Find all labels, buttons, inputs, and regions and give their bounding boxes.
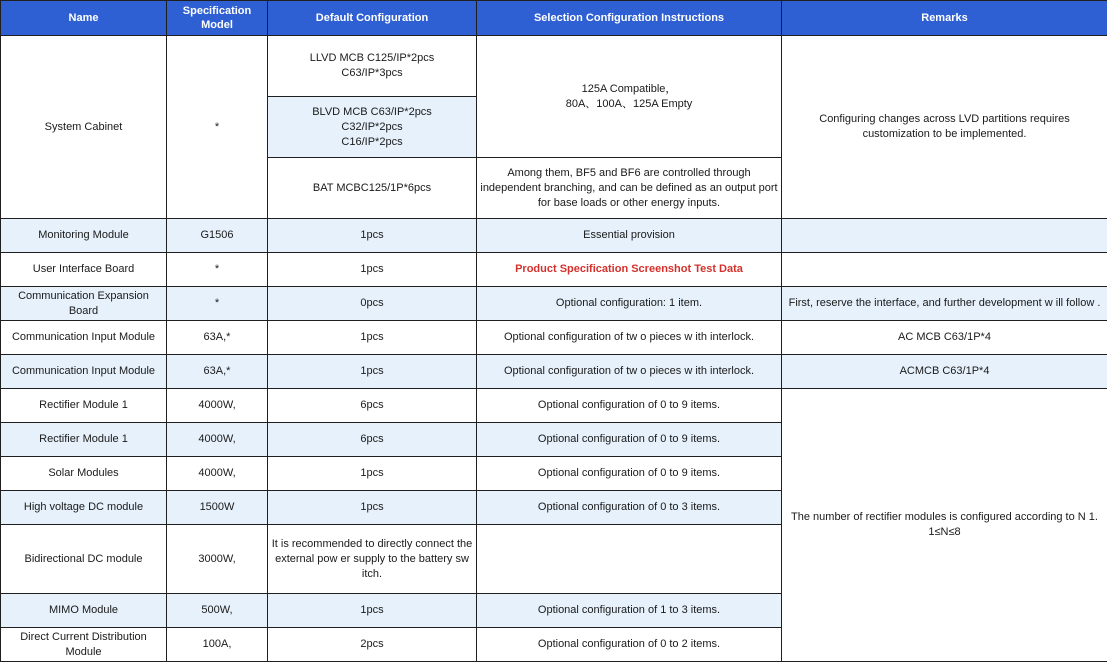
cell-instructions: Optional configuration of 0 to 9 items. bbox=[477, 423, 782, 457]
cell-remarks bbox=[782, 253, 1107, 287]
cell-instructions-highlight: Product Specification Screenshot Test Data bbox=[477, 253, 782, 287]
cell-spec: G1506 bbox=[167, 219, 268, 253]
table-row bbox=[1, 389, 1107, 423]
cell-name: Bidirectional DC module bbox=[1, 525, 167, 594]
cell-remarks-rectifier: The number of rectifier modules is configured according to N 1. 1≤N≤8 bbox=[782, 389, 1107, 662]
cell-default-llvd: LLVD MCB C125/IP*2pcs C63/IP*3pcs bbox=[268, 36, 477, 97]
cell-default: 1pcs bbox=[268, 457, 477, 491]
cell-default: 1pcs bbox=[268, 321, 477, 355]
cell-name: Rectifier Module 1 bbox=[1, 423, 167, 457]
cell-name: Rectifier Module 1 bbox=[1, 389, 167, 423]
cell-default: 6pcs bbox=[268, 423, 477, 457]
header-instructions: Selection Configuration Instructions bbox=[477, 1, 782, 36]
table-row bbox=[1, 36, 1107, 97]
cell-spec: 4000W, bbox=[167, 457, 268, 491]
cell-spec: 1500W bbox=[167, 491, 268, 525]
table-row bbox=[1, 219, 1107, 253]
cell-default: 1pcs bbox=[268, 355, 477, 389]
cell-spec: * bbox=[167, 253, 268, 287]
cell-spec: * bbox=[167, 287, 268, 321]
header-spec: Specification Model bbox=[167, 1, 268, 36]
cell-instructions: Optional configuration: 1 item. bbox=[477, 287, 782, 321]
cell-spec: 500W, bbox=[167, 594, 268, 628]
cell-instructions: Optional configuration of 0 to 9 items. bbox=[477, 457, 782, 491]
cell-remarks-lvd: Configuring changes across LVD partitions requires customization to be implemented. bbox=[782, 36, 1107, 219]
cell-spec: 63A,* bbox=[167, 355, 268, 389]
cell-name: Communication Input Module bbox=[1, 355, 167, 389]
table-row bbox=[1, 287, 1107, 321]
cell-spec: 3000W, bbox=[167, 525, 268, 594]
header-remarks: Remarks bbox=[782, 1, 1107, 36]
cell-instructions: Optional configuration of 1 to 3 items. bbox=[477, 594, 782, 628]
cell-spec: 100A, bbox=[167, 628, 268, 662]
header-name: Name bbox=[1, 1, 167, 36]
cell-default: 0pcs bbox=[268, 287, 477, 321]
cell-name: Monitoring Module bbox=[1, 219, 167, 253]
cell-name: Communication Expansion Board bbox=[1, 287, 167, 321]
cell-name: Communication Input Module bbox=[1, 321, 167, 355]
cell-instructions: Optional configuration of 0 to 2 items. bbox=[477, 628, 782, 662]
cell-name: High voltage DC module bbox=[1, 491, 167, 525]
cell-default: 1pcs bbox=[268, 491, 477, 525]
cell-name: Direct Current Distribution Module bbox=[1, 628, 167, 662]
table-row bbox=[1, 253, 1107, 287]
cell-instructions: Optional configuration of 0 to 3 items. bbox=[477, 491, 782, 525]
cell-default: 1pcs bbox=[268, 219, 477, 253]
cell-name: Solar Modules bbox=[1, 457, 167, 491]
cell-instructions bbox=[477, 525, 782, 594]
cell-instructions-mcb: 125A Compatible， 80A、100A、125A Empty bbox=[477, 36, 782, 158]
cell-instructions: Optional configuration of 0 to 9 items. bbox=[477, 389, 782, 423]
cell-remarks: AC MCB C63/1P*4 bbox=[782, 321, 1107, 355]
cell-instructions-bat: Among them, BF5 and BF6 are controlled through independent branching, and can be defined as an output port for base loads or other energy inputs. bbox=[477, 158, 782, 219]
cell-default-bat: BAT MCBC125/1P*6pcs bbox=[268, 158, 477, 219]
cell-spec: 4000W, bbox=[167, 423, 268, 457]
cell-spec: * bbox=[167, 36, 268, 219]
cell-instructions: Essential provision bbox=[477, 219, 782, 253]
table-row bbox=[1, 355, 1107, 389]
cell-default: 6pcs bbox=[268, 389, 477, 423]
cell-default-blvd: BLVD MCB C63/IP*2pcs C32/IP*2pcs C16/IP*2pcs bbox=[268, 97, 477, 158]
cell-remarks bbox=[782, 219, 1107, 253]
cell-default: It is recommended to directly connect the external pow er supply to the battery sw itch. bbox=[268, 525, 477, 594]
cell-spec: 63A,* bbox=[167, 321, 268, 355]
cell-default: 1pcs bbox=[268, 253, 477, 287]
cell-remarks: ACMCB C63/1P*4 bbox=[782, 355, 1107, 389]
cell-name: User Interface Board bbox=[1, 253, 167, 287]
cell-name: System Cabinet bbox=[1, 36, 167, 219]
cell-instructions: Optional configuration of tw o pieces w ith interlock. bbox=[477, 355, 782, 389]
table-row bbox=[1, 321, 1107, 355]
cell-instructions: Optional configuration of tw o pieces w ith interlock. bbox=[477, 321, 782, 355]
cell-spec: 4000W, bbox=[167, 389, 268, 423]
cell-default: 2pcs bbox=[268, 628, 477, 662]
cell-remarks: First, reserve the interface, and further development w ill follow . bbox=[782, 287, 1107, 321]
header-default: Default Configuration bbox=[268, 1, 477, 36]
cell-name: MIMO Module bbox=[1, 594, 167, 628]
cell-default: 1pcs bbox=[268, 594, 477, 628]
header-row bbox=[1, 1, 1107, 36]
